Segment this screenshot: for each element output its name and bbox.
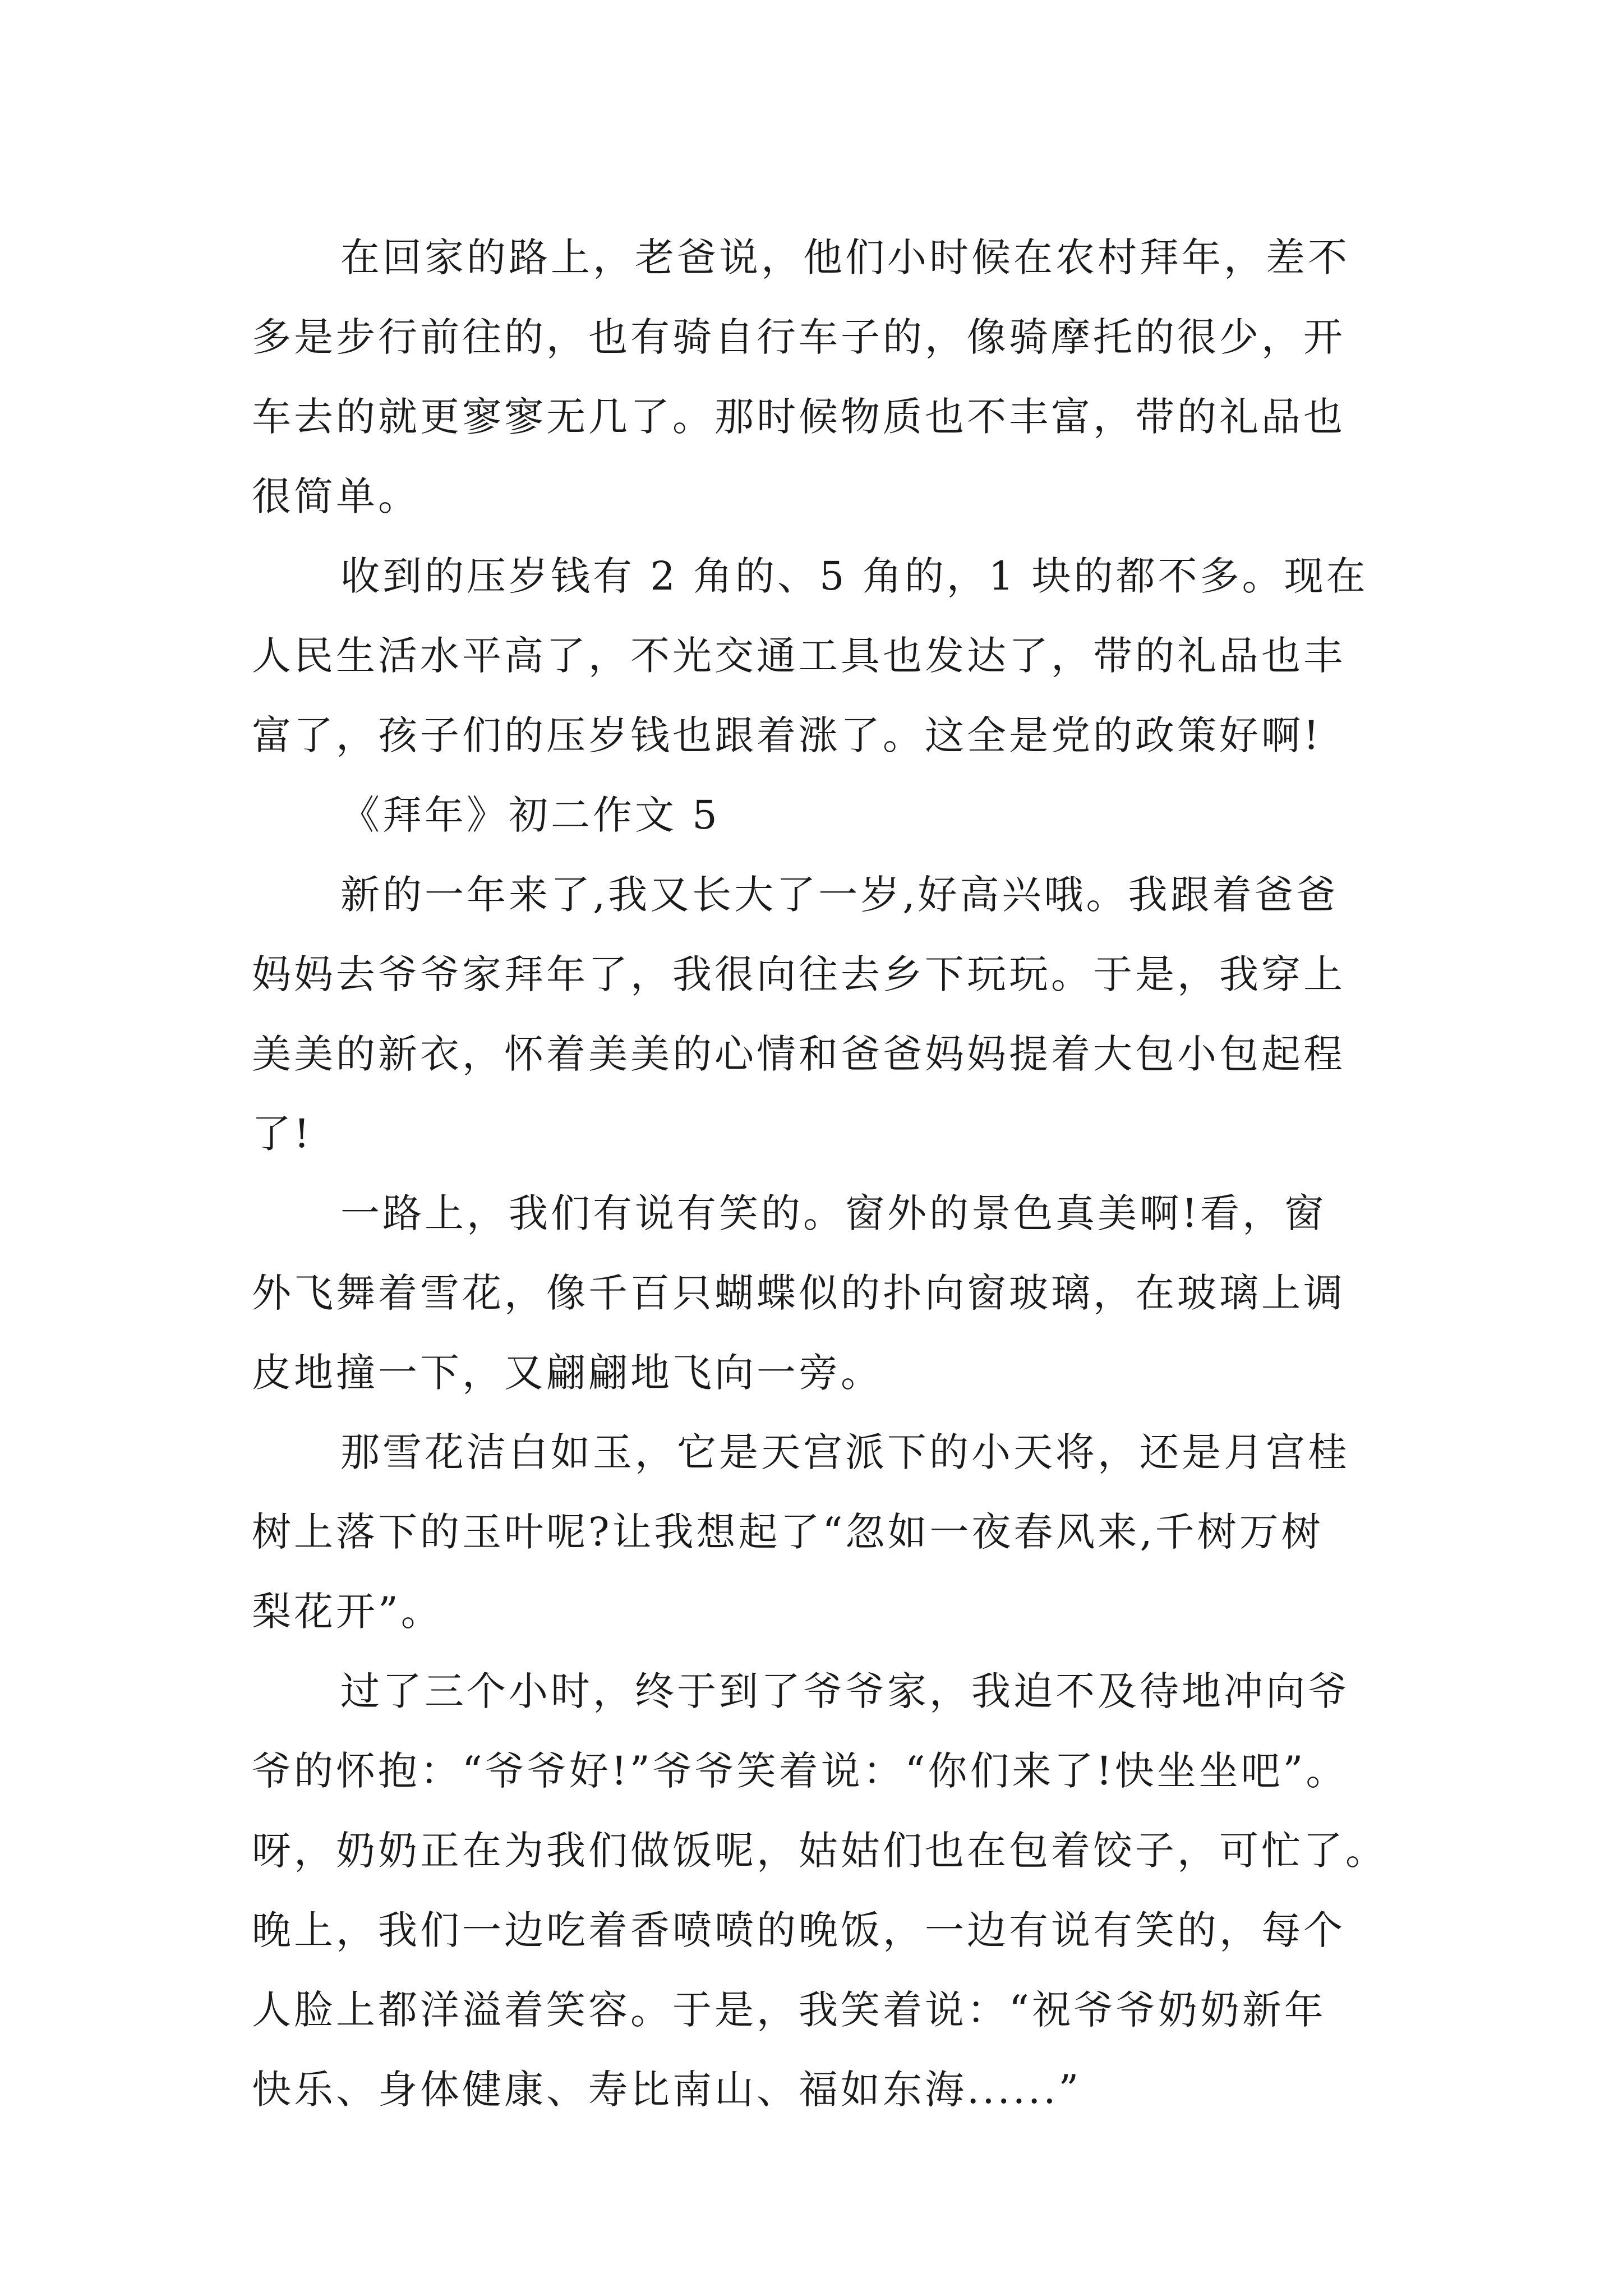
paragraph bbox=[252, 855, 1407, 1174]
text-line: 富了，孩子们的压岁钱也跟着涨了。这全是党的政策好啊! bbox=[252, 712, 1322, 758]
paragraph bbox=[252, 218, 1407, 536]
text-line: 晚上，我们一边吃着香喷喷的晚饭，一边有说有笑的，每个 bbox=[252, 1907, 1345, 1953]
text-line: 车去的就更寥寥无几了。那时候物质也不丰富，带的礼品也 bbox=[252, 394, 1345, 440]
text-line: 爷的怀抱：“爷爷好!”爷爷笑着说：“你们来了!快坐坐吧”。 bbox=[252, 1748, 1348, 1794]
essay-title-text: 《拜年》初二作文 5 bbox=[340, 792, 720, 838]
text-line: 人脸上都洋溢着笑容。于是，我笑着说：“祝爷爷奶奶新年 bbox=[252, 1987, 1326, 2033]
text-line: 皮地撞一下，又翩翩地飞向一旁。 bbox=[252, 1350, 883, 1396]
text-line: 在回家的路上，老爸说，他们小时候在农村拜年，差不 bbox=[340, 234, 1350, 280]
text-line: 很简单。 bbox=[252, 473, 420, 519]
text-line: 过了三个小时，终于到了爷爷家，我迫不及待地冲向爷 bbox=[340, 1668, 1350, 1714]
text-line: 呀，奶奶正在为我们做饭呢，姑姑们也在包着饺子，可忙了。 bbox=[252, 1828, 1387, 1874]
text-line: 人民生活水平高了，不光交通工具也发达了，带的礼品也丰 bbox=[252, 633, 1345, 679]
text-line: 一路上，我们有说有笑的。窗外的景色真美啊!看，窗 bbox=[340, 1190, 1327, 1236]
text-line: 梨花开”。 bbox=[252, 1589, 443, 1635]
paragraph bbox=[252, 536, 1407, 775]
text-line: 新的一年来了,我又长大了一岁,好高兴哦。我跟着爸爸 bbox=[340, 872, 1339, 918]
essay-title bbox=[252, 775, 1407, 855]
text-line: 快乐、身体健康、寿比南山、福如东海......” bbox=[252, 2067, 1082, 2113]
paragraph bbox=[252, 1651, 1407, 2129]
text-line: 收到的压岁钱有 2 角的、5 角的，1 块的都不多。现在 bbox=[340, 553, 1368, 599]
text-line: 了! bbox=[252, 1111, 313, 1157]
text-line: 妈妈去爷爷家拜年了，我很向往去乡下玩玩。于是，我穿上 bbox=[252, 951, 1345, 997]
text-line: 外飞舞着雪花，像千百只蝴蝶似的扑向窗玻璃，在玻璃上调 bbox=[252, 1270, 1345, 1316]
paragraph bbox=[252, 1412, 1407, 1651]
text-line: 树上落下的玉叶呢?让我想起了“忽如一夜春风来,千树万树 bbox=[252, 1509, 1324, 1555]
text-line: 美美的新衣，怀着美美的心情和爸爸妈妈提着大包小包起程 bbox=[252, 1031, 1345, 1077]
document-body bbox=[252, 218, 1407, 2129]
paragraph bbox=[252, 1174, 1407, 1412]
text-line: 多是步行前往的，也有骑自行车子的，像骑摩托的很少，开 bbox=[252, 314, 1345, 360]
text-line: 那雪花洁白如玉，它是天宫派下的小天将，还是月宫桂 bbox=[340, 1429, 1350, 1475]
